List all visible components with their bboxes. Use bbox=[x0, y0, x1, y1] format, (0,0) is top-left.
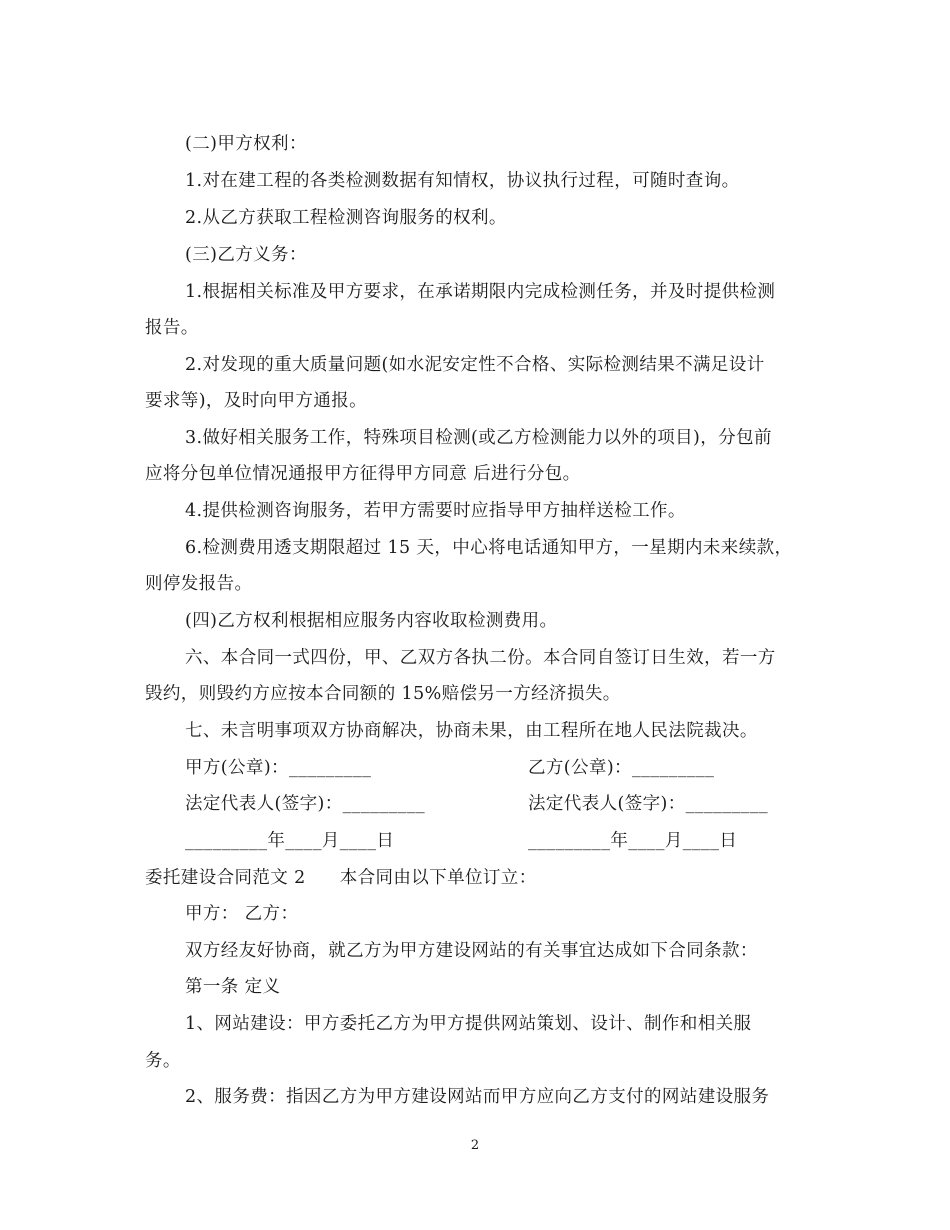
paragraph: 1.对在建工程的各类检测数据有知情权，协议执行过程，可随时查询。 bbox=[185, 171, 740, 191]
paragraph-continuation: 应将分包单位情况通报甲方征得甲方同意 后进行分包。 bbox=[145, 464, 581, 484]
contract-2-title: 委托建设合同范文 2 bbox=[145, 868, 306, 888]
paragraph: 2.从乙方获取工程检测咨询服务的权利。 bbox=[185, 208, 507, 228]
paragraph: 6.检测费用透支期限超过 15 天，中心将电话通知甲方，一星期内未来续款， bbox=[185, 538, 793, 558]
paragraph: 2、服务费：指因乙方为甲方建设网站而甲方应向乙方支付的网站建设服务 bbox=[185, 1087, 770, 1107]
section-heading-party-b-duties: (三)乙方义务： bbox=[185, 245, 307, 265]
paragraph-continuation: 则停发报告。 bbox=[145, 574, 253, 594]
date-party-b: _________年____月____日 bbox=[528, 831, 738, 851]
paragraph-continuation: 报告。 bbox=[145, 318, 199, 338]
paragraph: 双方经友好协商，就乙方为甲方建设网站的有关事宜达成如下合同条款： bbox=[185, 941, 758, 961]
article-heading: 第一条 定义 bbox=[185, 977, 281, 997]
signature-party-b: 乙方(公章)：_________ bbox=[528, 758, 715, 778]
contract-2-intro: 本合同由以下单位订立： bbox=[339, 868, 537, 888]
representative-party-a: 法定代表人(签字)：_________ bbox=[185, 794, 426, 814]
paragraph-continuation: 要求等)，及时向甲方通报。 bbox=[145, 391, 368, 411]
section-heading-party-b-rights: (四)乙方权利根据相应服务内容收取检测费用。 bbox=[185, 611, 558, 631]
paragraph: 1.根据相关标准及甲方要求，在承诺期限内完成检测任务，并及时提供检测 bbox=[185, 282, 776, 302]
paragraph: 1、网站建设：甲方委托乙方为甲方提供网站策划、设计、制作和相关服 bbox=[185, 1014, 752, 1034]
paragraph: 七、未言明事项双方协商解决，协商未果，由工程所在地人民法院裁决。 bbox=[185, 721, 758, 741]
paragraph: 2.对发现的重大质量问题(如水泥安定性不合格、实际检测结果不满足设计 bbox=[185, 355, 765, 375]
date-party-a: _________年____月____日 bbox=[185, 831, 395, 851]
representative-party-b: 法定代表人(签字)：_________ bbox=[528, 794, 769, 814]
page-number: 2 bbox=[470, 1138, 480, 1153]
paragraph: 3.做好相关服务工作，特殊项目检测(或乙方检测能力以外的项目)，分包前 bbox=[185, 428, 772, 448]
section-heading-party-a-rights: (二)甲方权利： bbox=[185, 134, 307, 154]
paragraph-continuation: 毁约，则毁约方应按本合同额的 15%赔偿另一方经济损失。 bbox=[145, 684, 621, 704]
contract-2-heading bbox=[145, 866, 537, 890]
paragraph-continuation: 务。 bbox=[145, 1051, 181, 1071]
signature-party-a: 甲方(公章)：_________ bbox=[185, 758, 372, 778]
parties-line: 甲方： 乙方： bbox=[185, 904, 299, 924]
paragraph: 六、本合同一式四份，甲、乙双方各执二份。本合同自签订日生效，若一方 bbox=[185, 648, 776, 668]
paragraph: 4.提供检测咨询服务，若甲方需要时应指导甲方抽样送检工作。 bbox=[185, 501, 686, 521]
